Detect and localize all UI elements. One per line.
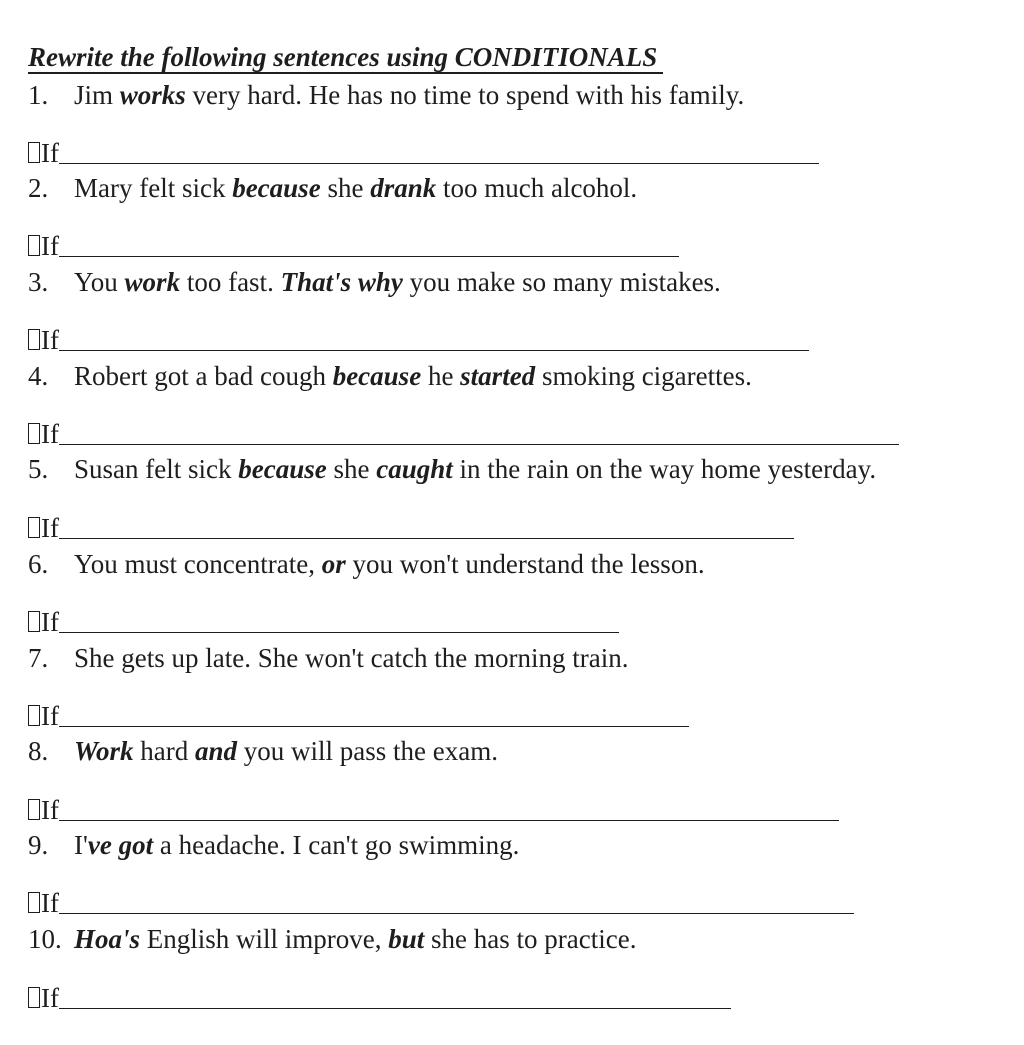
checkbox-glyph-icon (28, 423, 40, 444)
emphasized-word: caught (376, 454, 453, 484)
emphasized-word: ve got (87, 830, 154, 860)
sentence-text: too fast. (180, 267, 281, 297)
answer-blank-line[interactable] (59, 913, 854, 914)
answer-row-4 (28, 419, 899, 449)
checkbox-glyph-icon (28, 517, 40, 538)
sentence-text: You (74, 267, 125, 297)
sentence-text: Susan felt sick (74, 454, 239, 484)
answer-prefix: If (41, 138, 59, 168)
checkbox-glyph-icon (28, 705, 40, 726)
sentence-text: you will pass the exam. (237, 736, 498, 766)
emphasized-word: Work (74, 736, 134, 766)
sentence-text: hard (133, 736, 195, 766)
sentence-text: a headache. I can't go swimming. (153, 830, 520, 860)
exercise-item-9 (28, 830, 519, 860)
emphasized-word: work (124, 267, 181, 297)
answer-blank-line[interactable] (59, 1008, 731, 1009)
answer-row-7 (28, 701, 689, 731)
answer-prefix: If (41, 701, 59, 731)
sentence-text: you make so many mistakes. (402, 267, 721, 297)
answer-row-9 (28, 888, 854, 918)
exercise-item-3 (28, 267, 721, 297)
answer-row-3 (28, 325, 809, 355)
item-number: 8. (28, 736, 49, 766)
exercise-item-4 (28, 361, 752, 391)
item-number: 9. (28, 830, 49, 860)
answer-blank-line[interactable] (59, 538, 794, 539)
answer-prefix: If (41, 795, 59, 825)
sentence-text: I' (74, 830, 88, 860)
checkbox-glyph-icon (28, 329, 40, 350)
sentence-text: Robert got a bad cough (74, 361, 333, 391)
item-number: 6. (28, 549, 49, 579)
emphasized-word: because (332, 361, 422, 391)
sentence-text: You must concentrate, (74, 549, 322, 579)
sentence-text: smoking cigarettes. (535, 361, 752, 391)
exercise-item-8 (28, 736, 498, 766)
answer-blank-line[interactable] (59, 820, 839, 821)
emphasized-word: or (321, 549, 346, 579)
answer-row-2 (28, 231, 679, 261)
exercise-item-1 (28, 80, 744, 110)
item-number: 10. (28, 924, 62, 954)
item-number: 4. (28, 361, 49, 391)
answer-blank-line[interactable] (59, 444, 899, 445)
answer-blank-line[interactable] (59, 163, 819, 164)
exercise-item-5 (28, 454, 876, 484)
answer-blank-line[interactable] (59, 726, 689, 727)
item-number: 1. (28, 80, 49, 110)
sentence-text: he (421, 361, 461, 391)
answer-row-6 (28, 607, 619, 637)
answer-prefix: If (41, 419, 59, 449)
emphasized-word: drank (370, 173, 437, 203)
answer-blank-line[interactable] (59, 256, 679, 257)
answer-prefix: If (41, 231, 59, 261)
item-number: 3. (28, 267, 49, 297)
exercise-item-7 (28, 643, 629, 673)
answer-blank-line[interactable] (59, 350, 809, 351)
answer-prefix: If (41, 513, 59, 543)
emphasized-word: because (232, 173, 321, 203)
answer-row-8 (28, 795, 839, 825)
exercise-item-6 (28, 549, 705, 579)
item-number: 7. (28, 643, 49, 673)
sentence-text: she (326, 454, 377, 484)
sentence-text: Jim (74, 80, 120, 110)
sentence-text: you won't understand the lesson. (345, 549, 705, 579)
checkbox-glyph-icon (28, 142, 40, 163)
answer-row-5 (28, 513, 794, 543)
emphasized-word: works (119, 80, 186, 110)
emphasized-word: because (238, 454, 327, 484)
emphasized-word: but (388, 924, 425, 954)
sentence-text: she has to practice. (424, 924, 637, 954)
answer-prefix: If (41, 607, 59, 637)
answer-row-1 (28, 138, 819, 168)
emphasized-word: started (460, 361, 536, 391)
answer-prefix: If (41, 888, 59, 918)
answer-row-10 (28, 983, 731, 1013)
item-number: 2. (28, 173, 49, 203)
sentence-text: English will improve, (140, 924, 389, 954)
emphasized-word: and (195, 736, 238, 766)
checkbox-glyph-icon (28, 987, 40, 1008)
checkbox-glyph-icon (28, 611, 40, 632)
checkbox-glyph-icon (28, 799, 40, 820)
answer-prefix: If (41, 325, 59, 355)
sentence-text: in the rain on the way home yesterday. (452, 454, 877, 484)
exercise-item-10 (28, 924, 636, 954)
checkbox-glyph-icon (28, 892, 40, 913)
answer-prefix: If (41, 983, 59, 1013)
worksheet-title: Rewrite the following sentences using CONDITIONALS (28, 42, 663, 74)
exercise-item-2 (28, 173, 637, 203)
emphasized-word: Hoa's (74, 924, 141, 954)
emphasized-word: That's why (280, 267, 403, 297)
sentence-text: She gets up late. She won't catch the morning train. (74, 643, 629, 673)
item-number: 5. (28, 454, 49, 484)
answer-blank-line[interactable] (59, 632, 619, 633)
sentence-text: she (320, 173, 371, 203)
sentence-text: too much alcohol. (436, 173, 638, 203)
sentence-text: Mary felt sick (74, 173, 233, 203)
sentence-text: very hard. He has no time to spend with his family. (185, 80, 745, 110)
checkbox-glyph-icon (28, 235, 40, 256)
